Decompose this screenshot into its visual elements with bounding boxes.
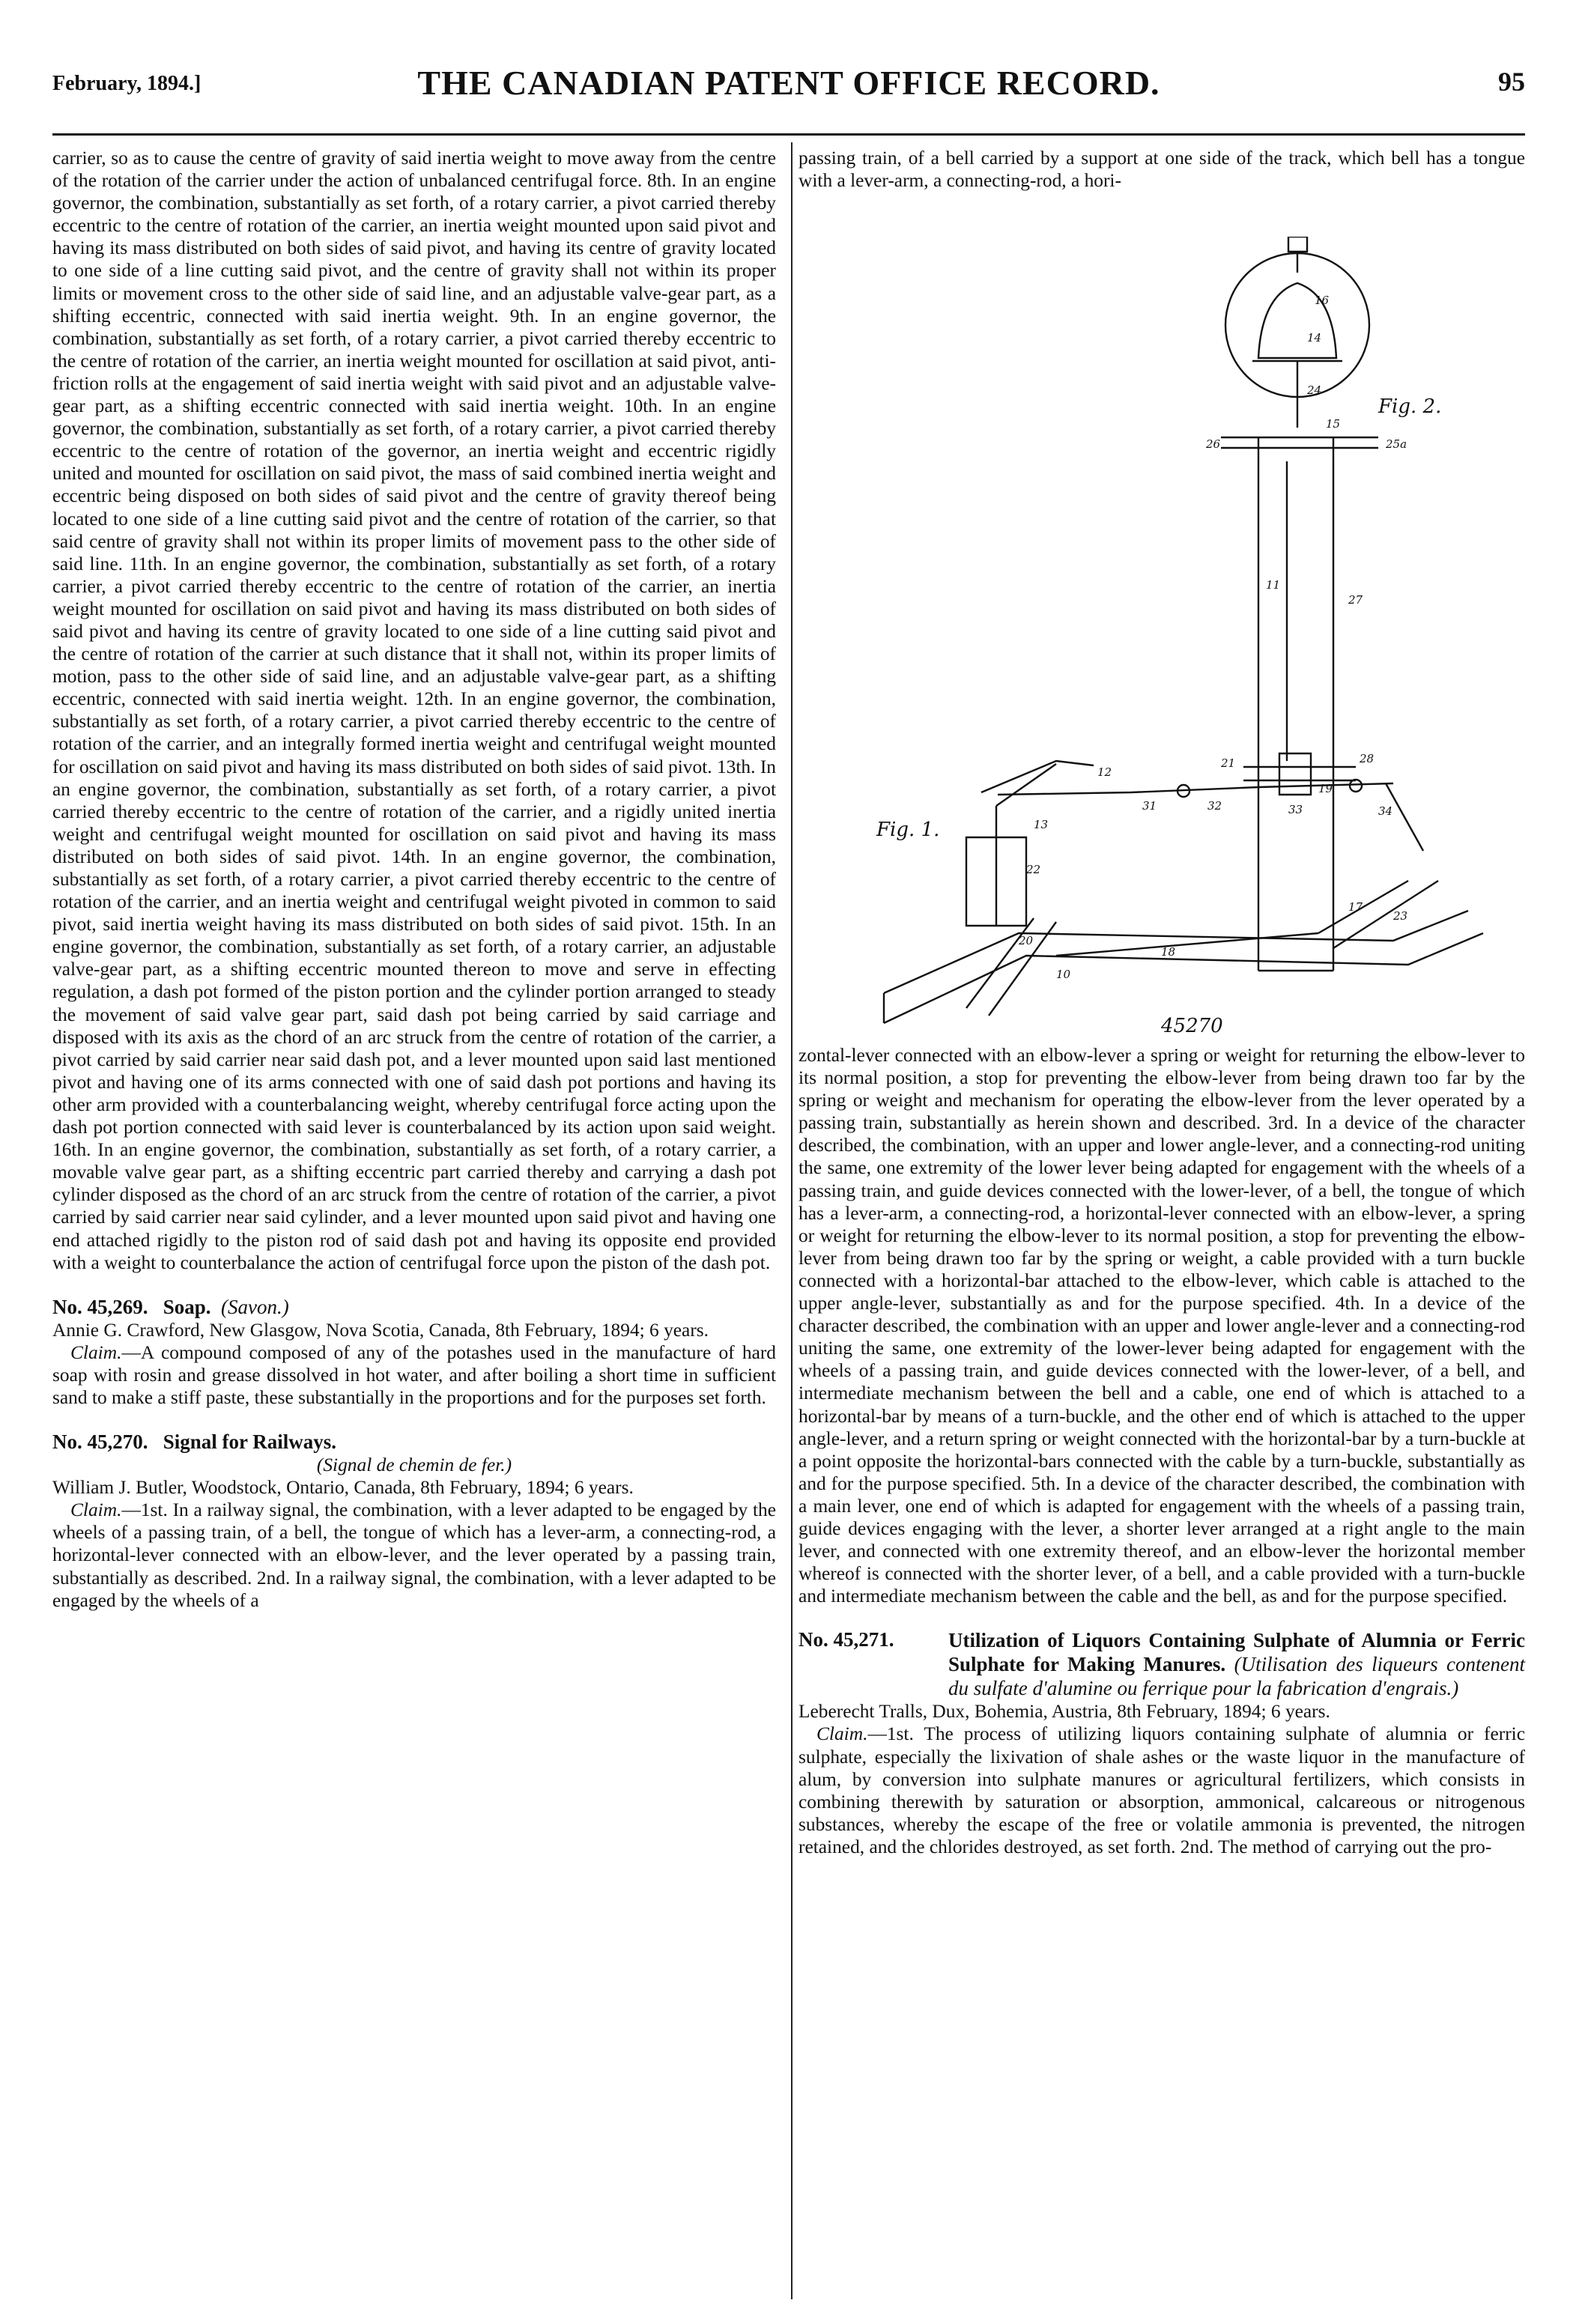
page-header [52, 63, 1525, 108]
patent-number: No. 45,271. [798, 1628, 894, 1651]
patent-entry-45269 [52, 1295, 776, 1409]
ref-number: 22 [1026, 863, 1041, 876]
entry-heading [52, 1430, 776, 1454]
header-date: February, 1894.] [52, 72, 201, 95]
ref-number: 16 [1315, 294, 1330, 307]
ref-number: 26 [1206, 437, 1221, 451]
right-column-top [798, 147, 1525, 192]
ref-number: 14 [1307, 331, 1322, 345]
patent-number: No. 45,269. [52, 1295, 148, 1318]
ref-number: 25a [1386, 437, 1407, 451]
patent-number-mark: 45270 [1161, 1015, 1223, 1037]
claim-body: —1st. The process of utilizing liquors containing sulphate of alumnia or ferric sulphate, especially the lixivation of shale ashes or the waste liquor in the manufacture of alum, by conversion into sulphate manures or agricultural fertilizers, which consists in combining therewith by saturation or absorption, ammonical, calcareous or nitrogenous substances, whereby the escape of the free or volatile ammonia is prevented, the nitrogen retained, and the chlorides destroyed, as set forth. 2nd. The method of carrying out the pro- [798, 1723, 1525, 1857]
ref-number: 11 [1266, 578, 1281, 592]
patent-entry-45271 [798, 1628, 1525, 1858]
ref-number: 18 [1161, 945, 1176, 959]
claim-label: Claim. [70, 1499, 122, 1521]
ref-number: 21 [1221, 756, 1236, 770]
patent-title: Utilization of Liquors Containing Sulphate of Alumnia or Ferric Sulphate for Making Manures. [948, 1629, 1525, 1676]
patent-number: No. 45,270. [52, 1430, 148, 1454]
ref-number: 17 [1348, 900, 1363, 914]
railway-signal-figure [869, 237, 1498, 1041]
ref-number: 19 [1318, 782, 1333, 795]
left-column [52, 147, 776, 1612]
claim-text [52, 1341, 776, 1409]
patent-title-french: (Savon.) [221, 1295, 289, 1318]
entry-heading [798, 1628, 1525, 1700]
patent-entry-45270 [52, 1430, 776, 1612]
ref-number: 31 [1142, 799, 1157, 813]
ref-number: 12 [1097, 765, 1112, 779]
patent-drawing [869, 237, 1498, 1041]
ref-number: 27 [1348, 593, 1363, 607]
ref-number: 23 [1393, 909, 1408, 923]
inventor-line: William J. Butler, Woodstock, Ontario, Canada, 8th February, 1894; 6 years. [52, 1477, 634, 1499]
figure-reference-numbers [1018, 294, 1407, 981]
fig-1-label: Fig. 1. [876, 819, 940, 841]
continued-claim-text: zontal-lever connected with an elbow-lever a spring or weight for returning the elbow-lever to its normal position, a stop for preventing the elbow-lever from being drawn too far by the spring or weight and mechanism for operating the elbow-lever from the lever operated by a passing train, substantially as herein shown and described. 3rd. In a device of the character described, the combination, with an upper and lower angle-lever, and a connecting-rod uniting the same, one extremity of the lower lever being adapted for engagement with the wheels of a passing train, and guide devices connected with the lower-lever, of a bell, the tongue of which has a lever-arm, a connecting-rod, a horizontal-lever connected with an elbow-lever, a spring or weight for returning the elbow-lever to its normal position, a stop for preventing the elbow-lever from being drawn too far by the spring or weight, a cable provided with a turn buckle connected with a horizontal-bar attached to the elbow-lever, which cable is attached to the upper angle-lever, substantially as and for the purpose specified. 4th. In a device of the character described, the combination with an upper and lower angle-lever and a connecting-rod uniting the same, one extremity of the lower-lever being adapted for engagement with the wheels of a passing train, and guide devices connected with the lower-lever, of a bell, and intermediate mechanism between the bell and a cable, one end of which is attached to a horizontal-bar by means of a turn-buckle, and the other end of which is attached to the upper angle-lever, and a return spring or weight connected with the horizontal-bar by a turn-buckle at a point opposite the horizontal-bars connected with the cable by a turn-buckle, substantially as and for the purpose specified. 5th. In a device of the character described, the combination with a main lever, one end of which is adapted for engagement with the wheels of a passing train, guide devices engaging with the lever, a shorter lever arranged at a right angle to the main lever, and connected with one extremity thereof, and an elbow-lever the horizontal member whereof is connected with the shorter lever, of a bell, and a cable provided with a turn-buckle and intermediate mechanism between the cable and the bell, as and for the purpose specified. [798, 1045, 1525, 1607]
header-rule [52, 133, 1525, 136]
patent-title: Soap. [163, 1295, 211, 1318]
patent-title-french: (Utilisation des liqueurs contenent du sulfate d'alumine ou ferrique pour la fabrication d'engrais.) [948, 1653, 1525, 1700]
column-divider [791, 142, 792, 2299]
continued-claim-text: passing train, of a bell carried by a support at one side of the track, which bell has a tongue with a lever-arm, a connecting-rod, a hori- [798, 148, 1525, 192]
patent-title-block [948, 1628, 1525, 1700]
patent-title: Signal for Railways. [163, 1430, 337, 1454]
ref-number: 20 [1019, 934, 1034, 947]
continued-claims: carrier, so as to cause the centre of gravity of said inertia weight to move away from the centre of the rotation of the carrier under the action of unbalanced centrifugal force. 8th. In an engine governor, the combination, substantially as set forth, of a rotary carrier, a pivot carried thereby eccentric to the centre of rotation of the carrier, an inertia weight mounted upon said pivot and having its mass distributed on both sides of said pivot, and having its centre of gravity located to one side of a line cutting said pivot, and the centre of gravity shall not within its proper limits or movement cross to the other side of said line, and an adjustable valve-gear part, as a shifting eccentric, connected with said inertia weight. 9th. In an engine governor, the combination, substantially as set forth, of a rotary carrier, a pivot carried thereby eccentric to the centre of rotation of the carrier, an inertia weight mounted for oscillation at said pivot, anti-friction rolls at the engagement of said inertia weight with said pivot and an adjustable valve-gear part, as a shifting eccentric connected with said inertia weight. 10th. In an engine governor, the combination, substantially as set forth, of a rotary carrier, a pivot carried thereby eccentric to the centre of rotation of the governor, an inertia weight and eccentric rigidly united and mounted for oscillation on said pivot, the mass of said combined inertia weight and eccentric being disposed on both sides of said pivot and the centre of gravity thereof being located to one side of a line cutting said pivot and the centre of rotation of the carrier, so that said centre of gravity shall not within its proper limits of movement pass to the other side of said line. 11th. In an engine governor, the combination, substantially as set forth, of a rotary carrier, a pivot carried thereby eccentric to the centre of rotation of the carrier, an inertia weight mounted for oscillation on said pivot and having its mass distributed on both sides of said pivot and having its centre of gravity located to one side of a line cutting said pivot and the centre of rotation of the carrier at such distance that it shall not, within its proper limits of motion, pass to the other side of said line, and an adjustable valve-gear part, as a shifting eccentric, connected with said inertia weight. 12th. In an engine governor, the combination, substantially as set forth, of a rotary carrier, a pivot carried thereby eccentric to the centre of rotation of the carrier, and an integrally formed inertia weight and centrifugal weight mounted for oscillation on said pivot and having its mass distributed on both sides of said pivot. 13th. In an engine governor, the combination, substantially as set forth, of a rotary carrier, a pivot carried thereby eccentric to the centre of rotation of the carrier, and a rigidly united inertia weight and centrifugal weight mounted for oscillation on said pivot and having its mass distributed on both sides of said pivot. 14th. In an engine governor, the combination, substantially as set forth, of a rotary carrier, a pivot carried thereby eccentric to the centre of rotation of the carrier, and an inertia weight and centrifugal weight pivoted in common to said pivot, said inertia weight having its mass distributed on both sides of said pivot. 15th. In an engine governor, the combination, substantially as set forth, of a rotary carrier, an adjustable valve-gear part, as a shifting eccentric mounted thereon to move and serve in effecting regulation, a dash pot formed of the piston portion and the cylinder portion arranged to steady the movement of said valve gear part, said dash pot being carried by said carriage and disposed with its axis as the chord of an arc struck from the centre of rotation of the carrier, a pivot carried by said carrier near said dash pot, and a lever mounted upon said last mentioned pivot and having one of its arms connected with one of said dash pot portions and having its other arm provided with a counterbalancing weight, whereby centrifugal force acting upon the dash pot portion connected with said lever is counterbalanced by its action upon said weight. 16th. In an engine governor, the combination, substantially as set forth, of a rotary carrier, a movable valve gear part, as a shifting eccentric part carried thereby and carrying a dash pot cylinder disposed as the chord of an arc struck from the centre of rotation of the carrier, a pivot carried by said carrier near said cylinder, and a lever mounted upon said pivot and having one end attached rigidly to the piston rod of said dash pot and having its opposite end provided with a weight to counterbalance the action of centrifugal force upon the piston of the dash pot. [52, 148, 776, 1273]
ref-number: 34 [1378, 804, 1393, 818]
inventor-line: Leberecht Tralls, Dux, Bohemia, Austria, 8th February, 1894; 6 years. [798, 1701, 1330, 1723]
claim-body: —A compound composed of any of the potashes used in the manufacture of hard soap with rosin and grease dissolved in hot water, and after boiling a short time in sufficient sand to make a stiff paste, these substantially in the proportions and for the purposes set forth. [52, 1341, 776, 1408]
fig-2-label: Fig. 2. [1378, 395, 1442, 418]
right-column-bottom [798, 1044, 1525, 1858]
inventor-line: Annie G. Crawford, New Glasgow, Nova Scotia, Canada, 8th February, 1894; 6 years. [52, 1319, 709, 1341]
journal-title: THE CANADIAN PATENT OFFICE RECORD. [417, 64, 1160, 102]
claim-label: Claim. [816, 1723, 868, 1745]
ref-number: 33 [1288, 803, 1303, 816]
page-number: 95 [1498, 67, 1525, 97]
ref-number: 32 [1207, 799, 1222, 813]
ref-number: 28 [1360, 752, 1375, 765]
claim-text [52, 1499, 776, 1611]
entry-heading [52, 1295, 776, 1319]
ref-number: 24 [1307, 383, 1322, 397]
claim-body: —1st. In a railway signal, the combination, with a lever adapted to be engaged by the wheels of a passing train, of a bell, the tongue of which has a lever-arm, a connecting-rod, a horizontal-lever connected with an elbow-lever, and the lever operated by a passing train, substantially as described. 2nd. In a railway signal, the combination, with a lever adapted to be engaged by the wheels of a [52, 1499, 776, 1611]
ref-number: 15 [1326, 417, 1341, 431]
claim-text [798, 1723, 1525, 1858]
ref-number: 10 [1056, 968, 1071, 981]
patent-title-french: (Signal de chemin de fer.) [316, 1454, 512, 1476]
ref-number: 13 [1034, 818, 1049, 831]
claim-label: Claim. [70, 1341, 122, 1363]
